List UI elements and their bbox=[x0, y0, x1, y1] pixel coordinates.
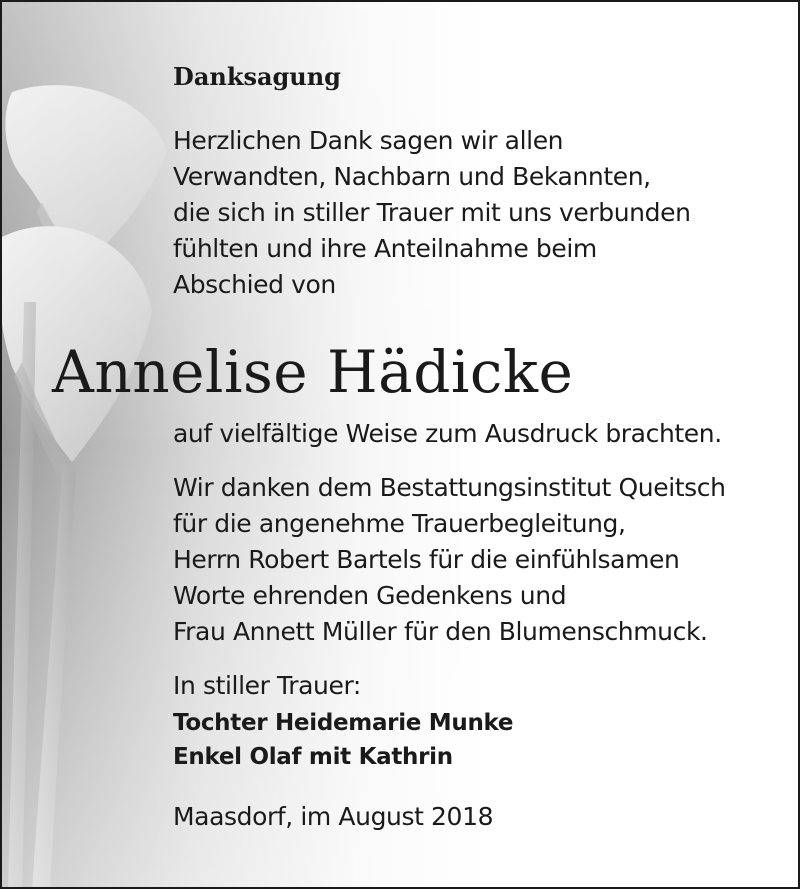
thanks-line: für die angenehme Trauerbegleitung, bbox=[173, 509, 626, 538]
signer-name: Enkel Olaf mit Kathrin bbox=[173, 744, 453, 770]
mourning-label: In stiller Trauer: bbox=[173, 671, 361, 700]
intro-line: die sich in stiller Trauer mit uns verbunden bbox=[173, 198, 691, 227]
thanks-line: Herrn Robert Bartels für die einfühlsamen bbox=[173, 545, 680, 574]
intro-line: Abschied von bbox=[173, 270, 336, 299]
deceased-name: Annelise Hädicke bbox=[52, 338, 574, 406]
intro-paragraph bbox=[173, 123, 691, 303]
thanks-line: Wir danken dem Bestattungsinstitut Queitsch bbox=[173, 473, 726, 502]
thanks-line: Frau Annett Müller für den Blumenschmuck. bbox=[173, 617, 708, 646]
intro-line: Verwandten, Nachbarn und Bekannten, bbox=[173, 162, 651, 191]
intro-line: fühlten und ihre Anteilnahme beim bbox=[173, 234, 597, 263]
intro-line: Herzlichen Dank sagen wir allen bbox=[173, 126, 564, 155]
heading-title: Danksagung bbox=[173, 62, 341, 91]
place-date: Maasdorf, im August 2018 bbox=[173, 802, 494, 831]
signers-list bbox=[173, 706, 513, 774]
thanks-line: Worte ehrenden Gedenkens und bbox=[173, 581, 567, 610]
signer-name: Tochter Heidemarie Munke bbox=[173, 710, 514, 736]
closing-line: auf vielfältige Weise zum Ausdruck brachten. bbox=[173, 419, 722, 448]
thanks-paragraph bbox=[173, 470, 726, 650]
notice-text bbox=[2, 2, 800, 889]
